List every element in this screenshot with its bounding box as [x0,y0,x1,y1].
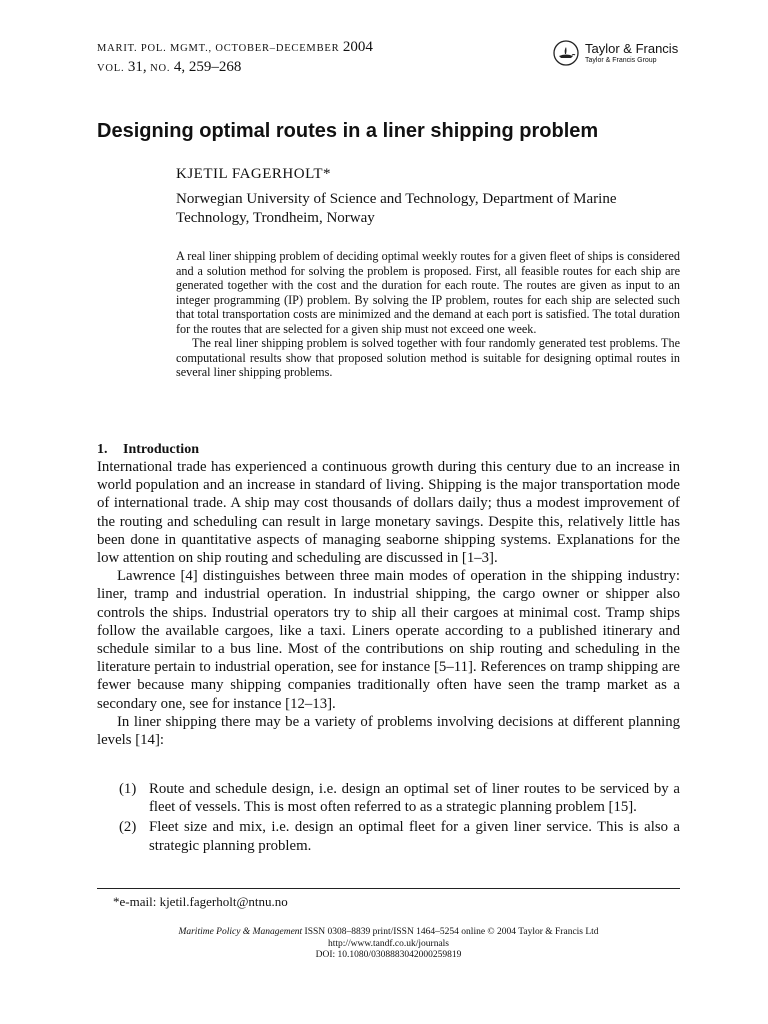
body-paragraph-3: In liner shipping there may be a variety of problems involving decisions at different planning levels [14]: [97,713,680,749]
footnote: *e-mail: kjetil.fagerholt@ntnu.no [113,894,288,909]
article-title: Designing optimal routes in a liner shipping problem [97,120,599,142]
body-paragraph-2: Lawrence [4] distinguishes between three main modes of operation in the shipping industry: liner, tramp and industrial operation. In industrial shipping, the cargo owner or shipper also controls the ships. Industrial operators try to ship all their cargoes at minimal cost. Tramp ships follow the available cargoes, like a taxi. Liners operate according to a published itinerary and schedule similar to a bus line. Most of the contributions on ship routing and scheduling in the literature pertain to industrial operation, see for instance [5–11]. References on tramp shipping are fewer because many shipping companies traditionally often have seen the tramp market as a secondary one, see for instance [12–13]. [97,568,680,712]
footnote-rule [97,888,680,889]
volume-label: VOL. [97,63,125,74]
page-footer [97,927,680,962]
footer-url: http://www.tandf.co.uk/journals [327,938,450,949]
body-paragraph-1: International trade has experienced a continuous growth during this century due to an increase in world population and an increase in standard of living. Shipping is the major transportation mode of international trade. A ship may cost thousands of dollars daily; thus a modest improvement of the routing and scheduling can result in large monetary savings. Despite this, relatively little has been done in quantitative aspects of managing seaborne shipping systems. Explanations for the low attention on ship routing and scheduling are discussed in [1–3]. [97,459,680,567]
abstract [176,249,680,380]
planning-levels-list [97,780,680,857]
publisher-logo [553,40,678,66]
journal-name-date: MARIT. POL. MGMT., OCTOBER–DECEMBER [97,43,340,54]
journal-volume-line [97,58,373,78]
publisher-name: Taylor & Francis [585,40,679,56]
abstract-paragraph-2: The real liner shipping problem is solved together with four randomly generated test problems. The computational results show that proposed solution method is suitable for designing optimal routes in several liner shipping problems. [176,336,680,379]
journal-citation-line [97,38,373,58]
publisher-lamp-logo-icon [553,40,579,66]
section-body [97,458,680,749]
list-item [97,780,680,816]
section-number: 1. [97,442,108,457]
footer-doi: DOI: 10.1080/0308883042000259819 [315,950,462,960]
journal-header [97,38,373,78]
publisher-group: Taylor & Francis Group [585,56,657,64]
list-item-text: Route and schedule design, i.e. design an optimal set of liner routes to be serviced by a fleet of vessels. This is most often referred to as a strategic planning problem [15]. [149,781,680,816]
issue-pages: 4, 259–268 [173,59,242,75]
issue-label: NO. [150,63,171,74]
author-affiliation: Norwegian University of Science and Technology, Department of Marine Technology, Trondheim, Norway [176,191,617,226]
list-item-marker: (1) [119,781,137,797]
list-item-marker: (2) [119,819,137,836]
volume-number: 31, [127,59,147,75]
journal-year: 2004 [342,39,373,55]
section-title: Introduction [123,442,199,457]
list-item-text: Fleet size and mix, i.e. design an optimal fleet for a given liner service. This is also a strategic planning problem. [149,819,680,854]
article-author: KJETIL FAGERHOLT* [176,166,332,182]
footer-issn-line [97,927,680,939]
section-heading [97,442,199,458]
abstract-paragraph-1: A real liner shipping problem of deciding optimal weekly routes for a given fleet of ships is considered and a solution method for solving the problem is proposed. First, all feasible routes for each ship are generated together with the cost and the duration for each route. The routes are given as input to an integer programming (IP) problem. By solving the IP problem, routes for each ship are selected such that total transportation costs are minimized and the demand at each port is satisfied. The total duration for the routes that are selected for a given ship must not exceed one week. [176,249,680,336]
publisher-text [585,42,678,65]
footer-journal-name: Maritime Policy & Management [178,927,303,937]
list-item [97,818,680,854]
footer-issn: ISSN 0308–8839 print/ISSN 1464–5254 online © 2004 Taylor & Francis Ltd [304,927,599,937]
